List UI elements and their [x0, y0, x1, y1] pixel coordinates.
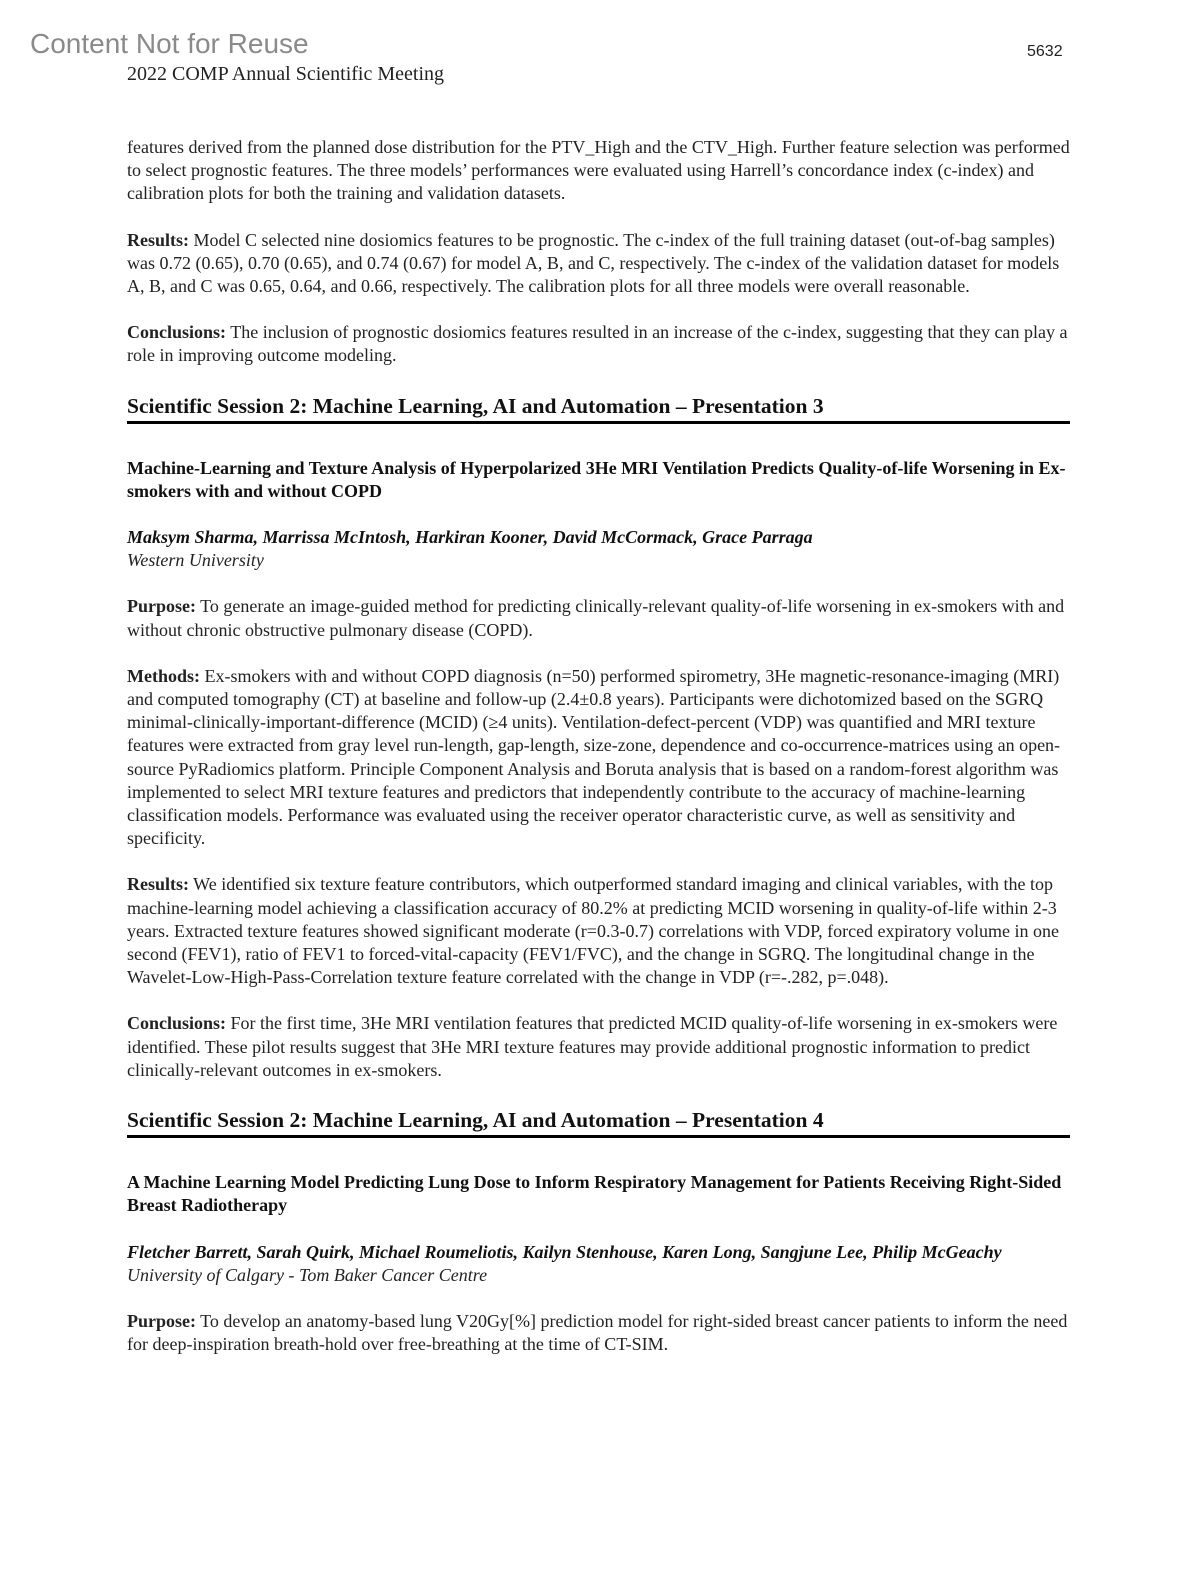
- purpose-text: To develop an anatomy-based lung V20Gy[%] prediction model for right-sided breast cancer patients to inform the need for deep-inspiration breath-hold over free-breathing at the time of CT-SIM.: [127, 1310, 1068, 1355]
- affiliation-presentation-4: University of Calgary - Tom Baker Cancer Centre: [127, 1264, 488, 1285]
- previous-methods-tail: features derived from the planned dose distribution for the PTV_High and the CTV_High. Further feature selection was performed to select prognostic features. The three models’ performances were evaluated using Harrell’s concordance index (c-index) and calibration plots for both the training and validation datasets.: [127, 137, 1070, 204]
- results-text: We identified six texture feature contributors, which outperformed standard imaging and clinical variables, with the top machine-learning model achieving a classification accuracy of 80.2% at predicting MCID worsening in quality-of-life within 2-3 years. Extracted texture features showed significant moderate (r=0.3-0.7) correlations with VDP, forced expiratory volume in one second (FEV1), ratio of FEV1 to forced-vital-capacity (FEV1/FVC), and the change in SGRQ. The longitudinal change in the Wavelet-Low-High-Pass-Correlation texture feature correlated with the change in VDP (r=-.282, p=.048).: [127, 874, 1060, 988]
- session-heading-presentation-4: Scientific Session 2: Machine Learning, AI and Automation – Presentation 4: [127, 1107, 1070, 1138]
- conclusions-label: Conclusions:: [127, 322, 227, 343]
- authors-presentation-4: Fletcher Barrett, Sarah Quirk, Michael Roumeliotis, Kailyn Stenhouse, Karen Long, Sangjune Lee, Philip McGeachy: [127, 1241, 1002, 1262]
- results-paragraph-presentation-3: [127, 873, 1070, 989]
- conclusions-label: Conclusions:: [127, 1013, 227, 1034]
- purpose-label: Purpose:: [127, 1310, 196, 1331]
- watermark: Content Not for Reuse: [30, 28, 309, 59]
- purpose-label: Purpose:: [127, 596, 196, 617]
- purpose-text: To generate an image-guided method for predicting clinically-relevant quality-of-life worsening in ex-smokers with and without chronic obstructive pulmonary disease (COPD).: [127, 596, 1065, 640]
- abstract-title-presentation-4: A Machine Learning Model Predicting Lung Dose to Inform Respiratory Management for Patients Receiving Right-Sided Breast Radiotherapy: [127, 1172, 1062, 1216]
- methods-text: Ex-smokers with and without COPD diagnosis (n=50) performed spirometry, 3He magnetic-resonance-imaging (MRI) and computed tomography (CT) at baseline and follow-up (2.4±0.8 years). Participants were dichotomized based on the SGRQ minimal-clinically-important-difference (MCID) (≥4 units). Ventilation-defect-percent (VDP) was quantified and MRI texture features were extracted from gray level run-length, gap-length, size-zone, dependence and co-occurrence-matrices using an open-source PyRadiomics platform. Principle Component Analysis and Boruta analysis that is based on a random-forest algorithm was implemented to select MRI texture features and predictors that independently contribute to the accuracy of machine-learning classification models. Performance was evaluated using the receiver operator characteristic curve, as well as sensitivity and specificity.: [127, 665, 1061, 849]
- abstract-title-presentation-3: Machine-Learning and Texture Analysis of Hyperpolarized 3He MRI Ventilation Predicts Quality-of-life Worsening in Ex-smokers with and without COPD: [127, 457, 1066, 501]
- affiliation-presentation-3: Western University: [127, 550, 264, 571]
- page-body: [127, 136, 1070, 1379]
- results-text: Model C selected nine dosiomics features to be prognostic. The c-index of the full training dataset (out-of-bag samples) was 0.72 (0.65), 0.70 (0.65), and 0.74 (0.67) for model A, B, and C, respectively. The c-index of the validation dataset for models A, B, and C was 0.65, 0.64, and 0.66, respectively. The calibration plots for all three models were overall reasonable.: [127, 229, 1060, 297]
- page-number: 5632: [1027, 43, 1063, 60]
- conclusions-text: The inclusion of prognostic dosiomics features resulted in an increase of the c-index, suggesting that they can play a role in improving outcome modeling.: [127, 322, 1068, 366]
- conclusions-paragraph-presentation-3: [127, 1012, 1070, 1082]
- session-heading-presentation-3: Scientific Session 2: Machine Learning, AI and Automation – Presentation 3: [127, 393, 1070, 424]
- previous-conclusions-paragraph: [127, 321, 1070, 367]
- purpose-paragraph-presentation-4: [127, 1310, 1070, 1356]
- meeting-header: 2022 COMP Annual Scientific Meeting: [127, 63, 445, 85]
- methods-label: Methods:: [127, 665, 200, 686]
- conclusions-text: For the first time, 3He MRI ventilation features that predicted MCID quality-of-life worsening in ex-smokers were identified. These pilot results suggest that 3He MRI texture features may provide additional prognostic information to predict clinically-relevant outcomes in ex-smokers.: [127, 1013, 1058, 1080]
- purpose-paragraph-presentation-3: [127, 595, 1070, 641]
- results-label: Results:: [127, 874, 189, 895]
- previous-results-paragraph: [127, 229, 1070, 299]
- authors-presentation-3: Maksym Sharma, Marrissa McIntosh, Harkiran Kooner, David McCormack, Grace Parraga: [127, 527, 813, 548]
- methods-paragraph-presentation-3: [127, 665, 1070, 851]
- results-label: Results:: [127, 229, 189, 250]
